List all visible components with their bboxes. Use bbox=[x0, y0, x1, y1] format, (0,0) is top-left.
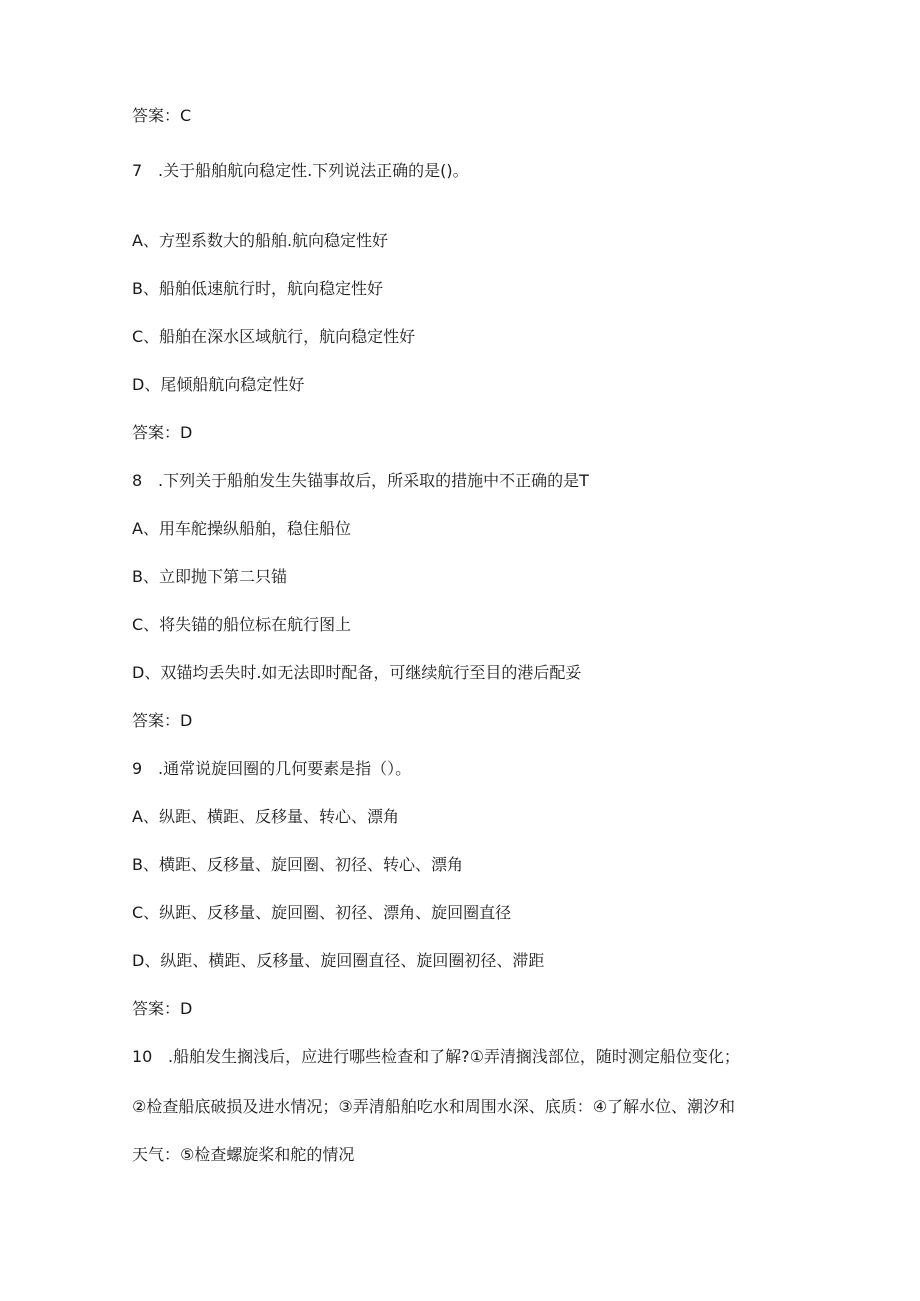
question-number: 7 bbox=[132, 161, 143, 180]
q7-option-b: B、船舶低速航行时，航向稳定性好 bbox=[132, 279, 383, 298]
q7-answer: 答案：D bbox=[132, 423, 193, 442]
q9-option-d: D、纵距、横距、反移量、旋回圈直径、旋回圈初径、滞距 bbox=[132, 951, 545, 970]
question-number: 8 bbox=[132, 471, 143, 490]
question-text-line-3: 天气：⑤检查螺旋桨和舵的情况 bbox=[132, 1145, 355, 1164]
q9-option-c: C、纵距、反移量、旋回圈、初径、漂角、旋回圈直径 bbox=[132, 903, 512, 922]
q7-option-c: C、船舶在深水区域航行，航向稳定性好 bbox=[132, 327, 416, 346]
q9-option-b: B、横距、反移量、旋回圈、初径、转心、漂角 bbox=[132, 855, 463, 874]
q7-option-d: D、尾倾船航向稳定性好 bbox=[132, 375, 305, 394]
question-number: 9 bbox=[132, 759, 143, 778]
q8-option-c: C、将失锚的船位标在航行图上 bbox=[132, 615, 352, 634]
question-number: 10 bbox=[132, 1047, 153, 1066]
question-9 bbox=[132, 759, 411, 779]
q8-answer: 答案：D bbox=[132, 711, 193, 730]
q9-option-a: A、纵距、横距、反移量、转心、漂角 bbox=[132, 807, 399, 826]
q8-option-d: D、双锚均丢失时.如无法即时配备，可继续航行至目的港后配妥 bbox=[132, 663, 582, 682]
question-10 bbox=[132, 1047, 740, 1067]
question-8 bbox=[132, 471, 589, 491]
question-text-line-1: .船舶发生搁浅后，应进行哪些检查和了解?①弄清搁浅部位，随时测定船位变化； bbox=[168, 1047, 740, 1066]
question-7 bbox=[132, 161, 469, 181]
q7-option-a: A、方型系数大的船舶.航向稳定性好 bbox=[132, 231, 389, 250]
q9-answer: 答案：D bbox=[132, 999, 193, 1018]
question-text: .关于船舶航向稳定性.下列说法正确的是()。 bbox=[158, 161, 469, 180]
question-text-line-2: ②检查船底破损及进水情况；③弄清船舶吃水和周围水深、底质：④了解水位、潮汐和 bbox=[132, 1097, 736, 1116]
question-text: .通常说旋回圈的几何要素是指（）。 bbox=[158, 759, 412, 778]
q8-option-a: A、用车舵操纵船舶，稳住船位 bbox=[132, 519, 351, 538]
answer-previous: 答案：C bbox=[132, 106, 192, 125]
question-text: .下列关于船舶发生失锚事故后，所采取的措施中不正确的是T bbox=[158, 471, 589, 490]
q8-option-b: B、立即抛下第二只锚 bbox=[132, 567, 287, 586]
